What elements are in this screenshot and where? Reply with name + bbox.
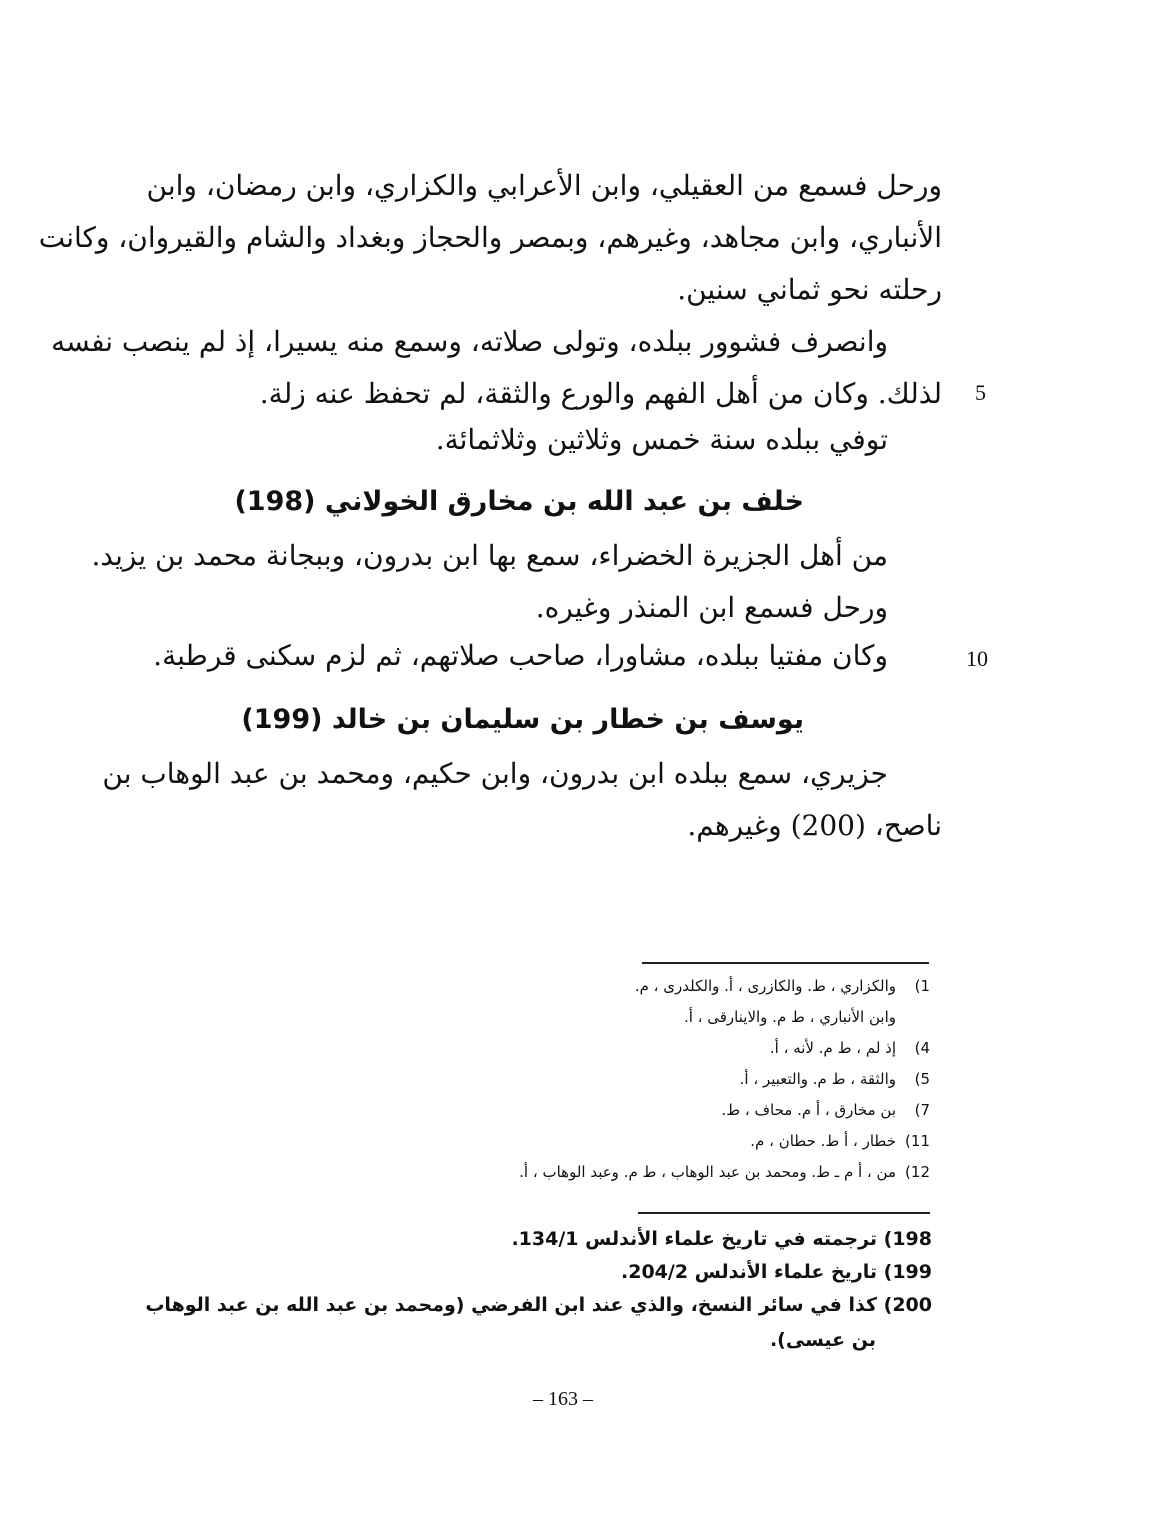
variant-note: 11)خطار ، أ ط. حطان ، م. (750, 1132, 930, 1150)
entry-heading: يوسف بن خطار بن سليمان بن خالد (199) (241, 704, 804, 735)
text-line: ورحل فسمع ابن المنذر وغيره. (535, 591, 888, 624)
footnote: بن عيسى). (769, 1329, 876, 1351)
text-line: توفي ببلده سنة خمس وثلاثين وثلاثمائة. (435, 423, 888, 456)
footnote: 200) كذا في سائر النسخ، والذي عند ابن الفرضي (ومحمد بن عبد الله بن عبد الوهاب (145, 1294, 932, 1316)
variant-note: 1)والكزاري ، ط. والكازرى ، أ. والكلدرى ، م. (634, 977, 930, 995)
variant-note: وابن الأنباري ، ط م. والاينارقى ، أ. (683, 1008, 896, 1026)
line-number: 10 (966, 646, 988, 671)
text-line: رحلته نحو ثماني سنين. (677, 273, 942, 306)
footnote: 198) ترجمته في تاريخ علماء الأندلس 134/1. (511, 1228, 932, 1250)
variant-note: 12)من ، أ م ـ ط. ومحمد بن عبد الوهاب ، ط م. وعبد الوهاب ، أ. (519, 1163, 930, 1181)
text-line: لذلك. وكان من أهل الفهم والورع والثقة، لم تحفظ عنه زلة. (259, 377, 942, 410)
text-line: ناصح، (200) وغيرهم. (687, 809, 942, 842)
line-number: 5 (975, 380, 986, 405)
text-line: جزيري، سمع ببلده ابن بدرون، وابن حكيم، ومحمد بن عبد الوهاب بن (102, 757, 888, 790)
text-line: الأنباري، وابن مجاهد، وغيرهم، وبمصر والحجاز وبغداد والشام والقيروان، وكانت (38, 221, 942, 254)
variant-note: 4)إذ لم ، ط م. لأنه ، أ. (769, 1039, 930, 1057)
footnote: 199) تاريخ علماء الأندلس 204/2. (621, 1261, 932, 1283)
variant-note: 5)والثقة ، ط م. والتعبير ، أ. (739, 1070, 930, 1088)
variant-note: 7)بن مخارق ، أ م. محاف ، ط. (721, 1101, 930, 1119)
text-line: وكان مفتيا ببلده، مشاورا، صاحب صلاتهم، ثم لزم سكنى قرطبة. (153, 639, 888, 672)
text-line: من أهل الجزيرة الخضراء، سمع بها ابن بدرون، وببجانة محمد بن يزيد. (91, 539, 888, 572)
text-line: وانصرف فشوور ببلده، وتولى صلاته، وسمع منه يسيرا، إذ لم ينصب نفسه (51, 325, 888, 358)
notes-divider (642, 962, 929, 964)
footnotes-divider (638, 1212, 930, 1214)
text-line: ورحل فسمع من العقيلي، وابن الأعرابي والكزاري، وابن رمضان، وابن (146, 169, 942, 202)
page-number: – 163 – (533, 1388, 593, 1410)
entry-heading: خلف بن عبد الله بن مخارق الخولاني (198) (234, 486, 804, 517)
